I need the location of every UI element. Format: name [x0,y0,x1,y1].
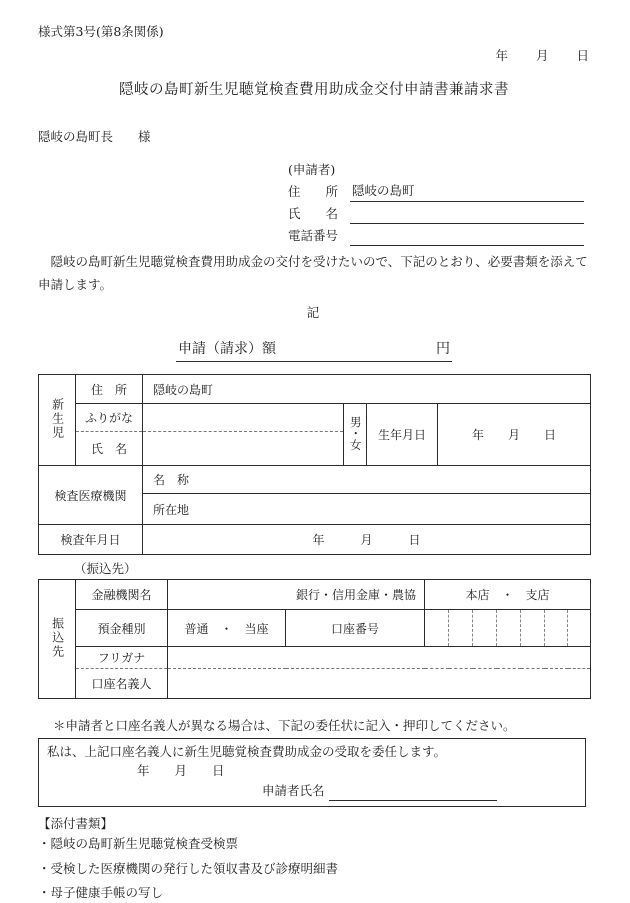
institution-group-label: 検査医療機関 [39,466,143,525]
applicant-phone-field[interactable] [350,227,584,246]
applicant-phone-label: 電話番号 [288,228,339,243]
account-furigana-label: フリガナ [76,647,168,669]
header-date-blank: 年 月 日 [495,48,590,63]
delegation-date-blank[interactable]: 年 月 日 [137,763,225,778]
attachments-heading: 【添付書類】 [38,816,114,831]
newborn-table [38,374,591,555]
delegation-statement: 私は、上記口座名義人に新生児聴覚検査費助成金の受取を委任します。 [47,744,447,759]
institution-name-cell[interactable] [143,466,591,494]
newborn-furigana-field[interactable] [143,404,344,432]
document-title: 隠岐の島町新生児聴覚検査費用助成金交付申請書兼請求書 [119,82,509,98]
deposit-type-row [39,610,591,647]
newborn-sex-cell[interactable] [344,404,367,466]
newborn-furigana-row [39,404,591,432]
newborn-name-field[interactable] [143,432,344,466]
applicant-phone-row [288,224,590,246]
newborn-birthdate-label: 生年月日 [367,404,438,466]
newborn-group-label: 新生児 [50,397,65,440]
exam-date-label: 検査年月日 [39,525,143,555]
account-digit-cell[interactable] [449,610,473,647]
bank-type-options[interactable]: 銀行・信用金庫・農協 [168,580,425,610]
account-number-label: 口座番号 [286,610,425,647]
request-paragraph-line2: 申請します。 [38,277,113,292]
applicant-address-row [288,180,590,202]
account-digit-cell[interactable] [545,610,568,647]
account-digit-cell[interactable] [568,610,591,647]
transfer-group-label: 振込先 [50,616,65,659]
branch-options[interactable]: 本店 ・ 支店 [425,580,591,610]
institution-address-label: 所在地 [153,502,190,517]
account-digit-cell[interactable] [521,610,545,647]
attachment-item: ・受検した医療機関の発行した領収書及び診療明細書 [38,860,339,876]
addressee-line: 隠岐の島町長 様 [38,129,151,144]
applicant-name-field[interactable] [350,205,584,224]
applicant-address-label: 住 所 [288,184,339,199]
newborn-address-field[interactable]: 隠岐の島町 [143,375,591,404]
attachment-item: ・隠岐の島町新生児聴覚検査受検票 [38,836,239,851]
bank-name-label: 金融機関名 [76,580,168,610]
newborn-sex-options: 男・女 [348,415,363,451]
institution-name-label: 名 称 [153,473,190,487]
delegation-name-row [262,781,497,801]
exam-date-field[interactable]: 年 月 日 [143,525,591,555]
transfer-group-cell [39,580,76,699]
applicant-name-row [288,202,590,224]
amount-underline[interactable] [176,338,452,362]
transfer-table [38,579,591,699]
newborn-name-label: 氏 名 [76,432,143,466]
deposit-options[interactable]: 普通 ・ 当座 [168,610,286,647]
exam-date-row [39,525,591,555]
request-paragraph-line1: 隠岐の島町新生児聴覚検査費用助成金の交付を受けたいので、下記のとおり、必要書類を添えて [38,254,588,269]
deposit-type-label: 預金種別 [76,610,168,647]
newborn-address-row [39,375,591,404]
applicant-name-label: 氏 名 [288,206,339,221]
amount-unit: 円 [436,341,450,357]
ki-separator: 記 [306,305,322,320]
account-holder-row [39,669,591,699]
attachment-item: ・母子健康手帳の写し [38,885,164,900]
bank-name-row [39,580,591,610]
account-furigana-field[interactable] [168,647,591,669]
newborn-group-cell [39,375,76,466]
account-digit-cell[interactable] [497,610,521,647]
applicant-block [288,160,590,246]
institution-address-cell[interactable] [143,494,591,525]
account-digit-cell[interactable] [425,610,449,647]
newborn-address-label: 住 所 [76,375,143,404]
account-holder-label: 口座名義人 [76,669,168,699]
applicant-heading: (申請者) [288,162,336,177]
amount-line [38,338,590,362]
amount-label: 申請（請求）額 [178,341,276,357]
account-digit-cell[interactable] [473,610,497,647]
delegation-name-field[interactable] [329,784,497,801]
delegation-name-label: 申請者氏名 [262,783,325,798]
account-furigana-row [39,647,591,669]
delegation-note: ＊申請者と口座名義人が異なる場合は、下記の委任状に記入・押印してください。 [53,718,516,733]
form-number: 様式第3号(第8条関係) [38,24,164,39]
institution-name-row [39,466,591,494]
newborn-birthdate-field[interactable]: 年 月 日 [438,404,591,466]
newborn-furigana-label: ふりがな [76,404,143,432]
applicant-address-field[interactable]: 隠岐の島町 [350,180,584,202]
delegation-box [38,738,586,807]
transfer-caption: （振込先） [74,561,137,576]
account-holder-field[interactable] [168,669,591,699]
request-paragraph [38,250,590,296]
